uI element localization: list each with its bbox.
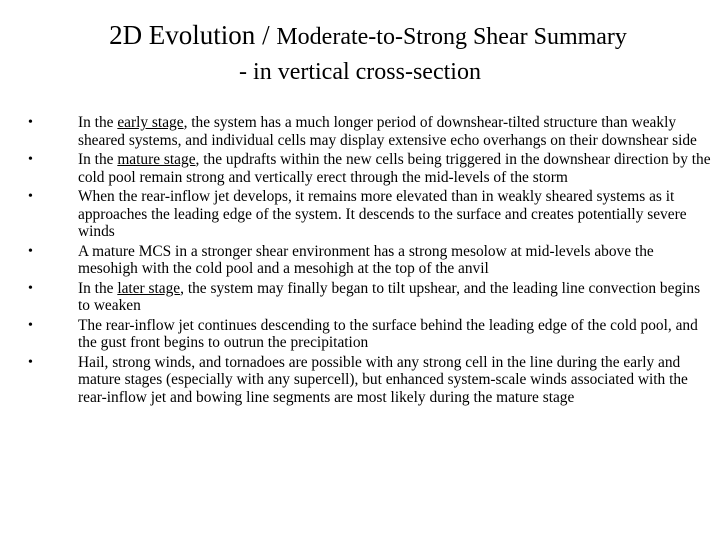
bullet-list (28, 114, 712, 408)
bullet-item (28, 151, 712, 186)
bullet-text-pre: In the (78, 279, 118, 297)
bullet-dot-icon: • (28, 189, 33, 204)
bullet-dot-icon: • (28, 317, 33, 333)
bullet-dot-icon: • (28, 280, 33, 296)
slide-title (0, 18, 720, 57)
title-separator: / (255, 20, 277, 50)
bullet-text-post: , the updrafts within the new cells being triggered in the downshear direction by the cold pool remain strong and vertically erect through the mid-levels of the storm (78, 151, 711, 186)
bullet-item (28, 243, 712, 278)
bullet-dot-icon: • (28, 354, 33, 370)
bullet-text-post: , the system may finally began to tilt upshear, and the leading line convection begins to weaken (78, 279, 701, 314)
bullet-text-emph: mature stage (117, 151, 196, 168)
bullet-text-pre: In the (78, 151, 118, 168)
slide-subtitle: - in vertical cross-section (239, 59, 481, 85)
bullet-item (28, 280, 712, 315)
bullet-text-emph: later stage (117, 279, 181, 297)
title-sub: Moderate-to-Strong Shear Summary (276, 24, 627, 50)
bullet-item (28, 317, 712, 352)
bullet-dot-icon: • (28, 243, 33, 259)
bullet-text-emph: early stage (117, 114, 184, 131)
bullet-text-post: The rear-inflow jet continues descending to the surface behind the leading edge of the cold pool, and the gust front begins to outrun the precipitation (78, 316, 698, 351)
bullet-text-post: A mature MCS in a stronger shear environment has a strong mesolow at mid-levels above the mesohigh with the cold pool and a mesohigh at the top of the anvil (78, 242, 654, 277)
bullet-item (28, 188, 712, 241)
bullet-item (28, 114, 712, 149)
bullet-dot-icon: • (28, 152, 33, 167)
bullet-text-post: Hail, strong winds, and tornadoes are possible with any strong cell in the line during the early and mature stages (especially with any supercell), but enhanced system-scale winds associated with the rear-inflow jet and bowing line segments are most likely during the mature stage (78, 353, 688, 406)
bullet-text-pre: In the (78, 114, 118, 131)
bullet-item (28, 354, 712, 407)
bullet-text-post: , the system has a much longer period of downshear-tilted structure than weakly sheared systems, and individual cells may display extensive echo overhangs on their downshear side (78, 114, 697, 149)
title-main: 2D Evolution (109, 20, 256, 50)
bullet-dot-icon: • (28, 115, 33, 130)
bullet-text-post: When the rear-inflow jet develops, it remains more elevated than in weakly sheared systems as it approaches the leading edge of the system. It descends to the surface and creates potentially severe winds (78, 188, 687, 240)
